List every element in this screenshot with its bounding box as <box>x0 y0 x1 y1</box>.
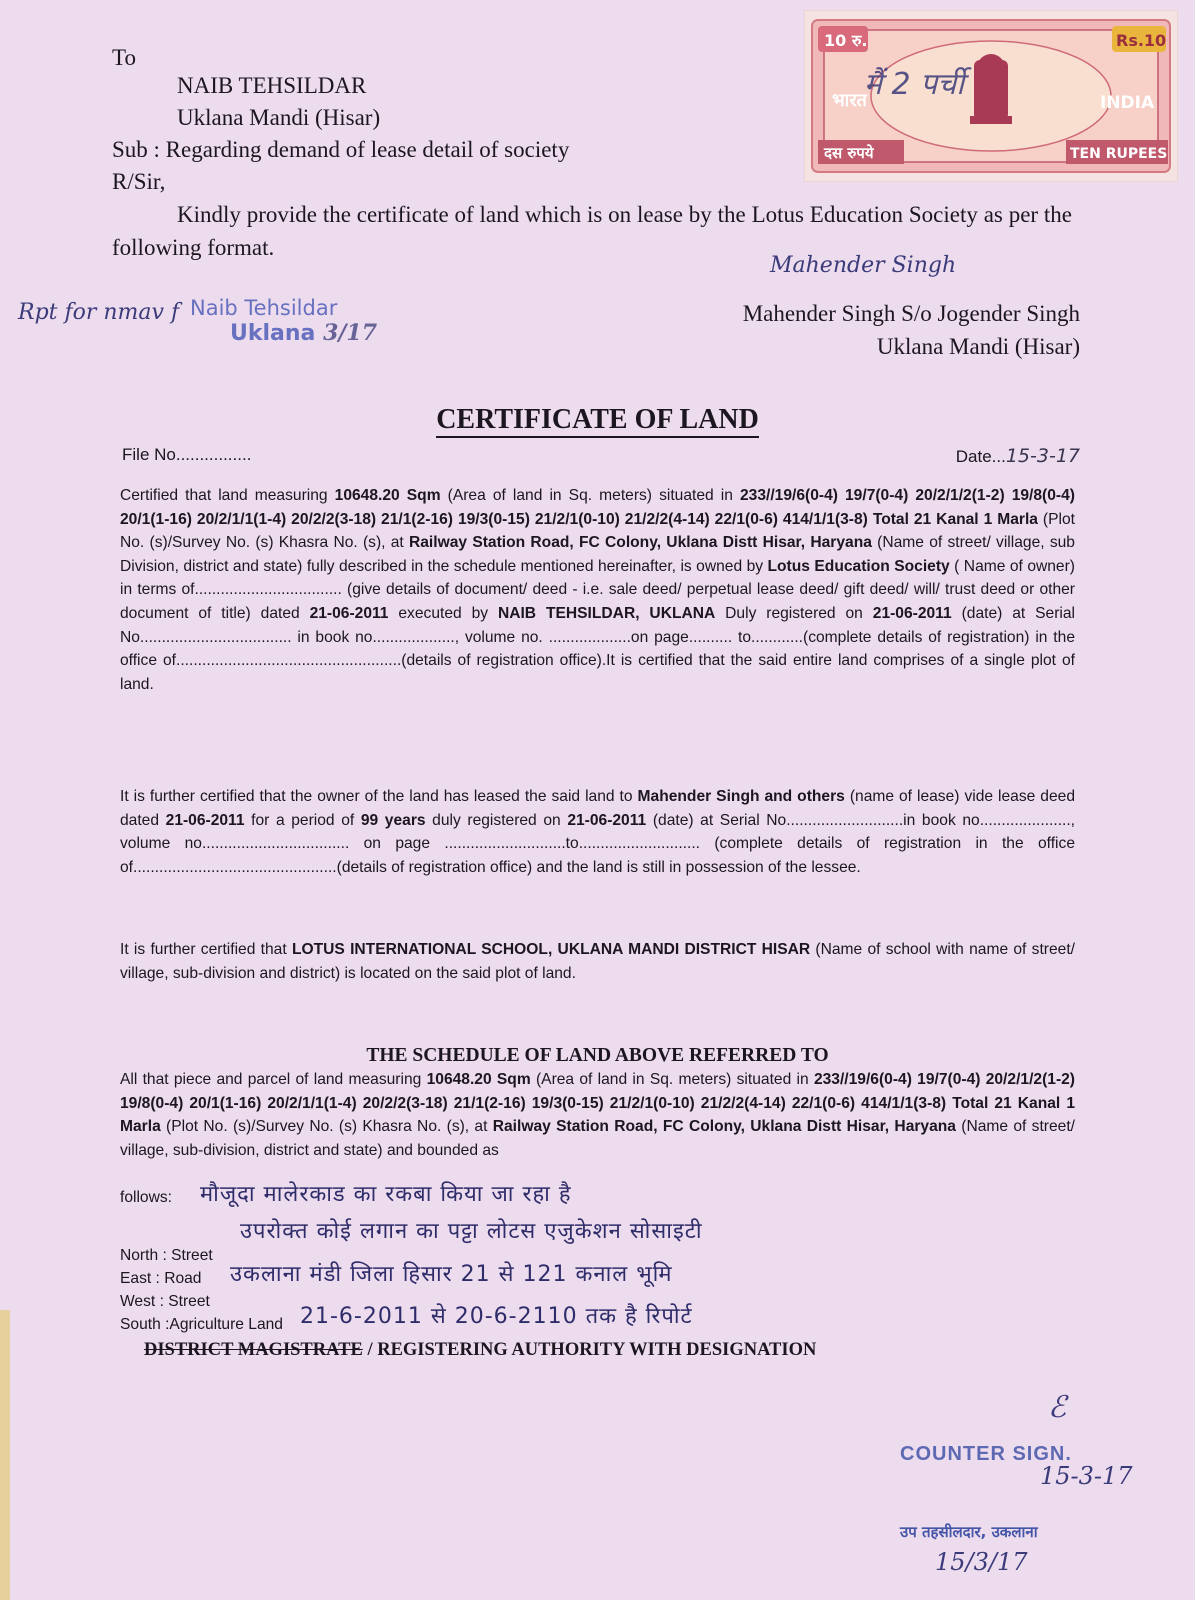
date-label: Date... <box>955 447 1006 466</box>
endorsement-stamp-place: Uklana <box>230 321 316 346</box>
schedule-paragraph: All that piece and parcel of land measuring 10648.20 Sqm (Area of land in Sq. meters) situated in 233//19/6(0-4) 19/7(0-4) 20/2/1/2(1-2) 19/8(0-4) 20/1(1-16) 20/2/1/1(1-4) 20/2/2(3-18) 21/1(2-16) 19/3(0-15) 21/2/1(0-10) 21/2/2(4-14) 22/1(0-6) 414/1/1(3-8) Total 21 Kanal 1 Marla (Plot No. (s)/Survey No. (s) Khasra No. (s), at Railway Station Road, FC Colony, Uklana Distt Hisar, Haryana (Name of street/ village, sub-division, district and state) and bounded as <box>120 1071 1076 1159</box>
letter-body: Kindly provide the certificate of land which is on lease by the Lotus Education Society as per the following format. <box>112 202 1072 260</box>
stamp-value-right: Rs.10 <box>1116 31 1167 50</box>
stamp-country-hindi: भारत <box>832 90 867 111</box>
deed-date: 21-06-2011 <box>309 604 389 622</box>
north-boundary: North : Street <box>120 1247 213 1264</box>
registration-date: 21-06-2011 <box>872 604 952 622</box>
handwritten-remark-1: मौजूदा मालेरकाड का रकबा किया जा रहा है <box>200 1182 572 1207</box>
office-seal-date: 15/3/17 <box>935 1548 1028 1576</box>
office-seal: उप तहसीलदार, उकलाना <box>900 1523 1038 1541</box>
certificate-paragraph-2: It is further certified that the owner of the land has leased the said land to Mahender Singh and others (name of lease) vide lease deed dated 21-06-2011 for a period of 99 years duly registered on 21-06-2011 (date) at Serial No...........................in book no....................., volume no.................................. on page ............................to............................ (complete details of registration in the office of...............................................(details of registration office) and the land is still in possession of the lessee. <box>120 788 1076 876</box>
applicant-signature: Mahender Singh <box>770 253 957 278</box>
endorsement-stamp-line1: Naib Tehsildar <box>190 296 338 320</box>
revenue-stamp <box>804 10 1178 182</box>
naib-tehsildar-stamp <box>80 296 377 346</box>
handwritten-remark-3: उकलाना मंडी जिला हिसार 21 से 121 कनाल भूमि <box>230 1262 673 1287</box>
certificate-date <box>956 445 1080 467</box>
certificate-paragraph-3: It is further certified that LOTUS INTERNATIONAL SCHOOL, UKLANA MANDI DISTRICT HISAR (Name of school with name of street/ village, sub-division and district) is located on the said plot of land. <box>120 941 1075 982</box>
applicant-name: Mahender Singh S/o Jogender Singh <box>742 301 1080 326</box>
countersign-stamp: COUNTER SIGN. <box>900 1443 1072 1465</box>
addressee: NAIB TEHSILDAR <box>177 73 367 98</box>
lessee-name: Mahender Singh and others <box>637 788 845 805</box>
authority-struck: DISTRICT MAGISTRATE <box>144 1340 363 1360</box>
stamp-overwrite: मैं 2 पर्ची <box>864 67 964 102</box>
stamp-value-left: 10 रु. <box>824 31 868 50</box>
countersign-date: 15-3-17 <box>1040 1462 1133 1490</box>
executed-by: NAIB TEHSILDAR, UKLANA <box>497 604 716 622</box>
stamp-words-hindi: दस रुपये <box>824 144 874 162</box>
land-location: Railway Station Road, FC Colony, Uklana Distt Hisar, Haryana <box>409 534 872 552</box>
certificate-paragraph-1: Certified that land measuring 10648.20 Sqm (Area of land in Sq. meters) situated in 233//19/6(0-4) 19/7(0-4) 20/2/1/2(1-2) 19/8(0-4) 20/1(1-16) 20/2/1/1(1-4) 20/2/2(3-18) 21/1(2-16) 19/3(0-15) 21/2/1(0-10) 21/2/2(4-14) 22/1(0-6) 414/1/1(3-8) Total 21 Kanal 1 Marla (Plot No. (s)/Survey No. (s) Khasra No. (s), at Railway Station Road, FC Colony, Uklana Distt Hisar, Haryana (Name of street/ village, sub Division, district and state) fully described in the schedule mentioned hereinafter, is owned by Lotus Education Society ( Name of owner) in terms of.................................. (give details of document/ deed - i.e. sale deed/ perpetual lease deed/ gift deed/ will/ trust deed or other document of title) dated 21-06-2011 executed by NAIB TEHSILDAR, UKLANA Duly registered on 21-06-2011 (date) at Serial No................................... in book no..................., volume no. ...................on page.......... to............(complete details of registration) in the office of....................................................(details of registration office).It is certified that the said entire land comprises of a single plot of land. <box>120 487 1075 693</box>
endorsement-date: 3/17 <box>323 320 378 346</box>
south-boundary: South :Agriculture Land <box>120 1316 283 1333</box>
addressee-place: Uklana Mandi (Hisar) <box>177 105 381 130</box>
land-area: 10648.20 Sqm <box>334 487 441 504</box>
lease-date: 21-06-2011 <box>165 811 245 829</box>
follows-label: follows: <box>120 1189 172 1206</box>
schedule-location: Railway Station Road, FC Colony, Uklana Distt Hisar, Haryana <box>492 1118 956 1136</box>
file-number: File No................ <box>122 445 252 464</box>
schedule-khasra: 233//19/6(0-4) 19/7(0-4) 20/2/1/2(1-2) 19/8(0-4) 20/1(1-16) 20/2/1/1(1-4) 20/2/2(3-18) 21/1(2-16) 19/3(0-15) 21/2/1(0-10) 21/2/2(4-14) 22/1(0-6) 414/1/1(3-8) Total 21 Kanal 1 Marla <box>120 1071 1075 1136</box>
endorsement-handwriting: Rpt for nmav f <box>18 300 180 325</box>
subject-line: Sub : Regarding demand of lease detail of society <box>112 137 570 162</box>
school-name: LOTUS INTERNATIONAL SCHOOL, UKLANA MANDI DISTRICT HISAR <box>291 941 811 958</box>
stamp-words: TEN RUPEES <box>1070 146 1168 162</box>
salutation: R/Sir, <box>112 169 166 194</box>
registering-authority <box>144 1340 816 1361</box>
schedule-title: THE SCHEDULE OF LAND ABOVE REFERRED TO <box>366 1045 829 1066</box>
certificate-title <box>0 404 1195 436</box>
applicant-block <box>743 297 1080 363</box>
officer-signature: ℰ <box>1048 1390 1067 1425</box>
lease-registration-date: 21-06-2011 <box>567 811 647 829</box>
handwritten-remark-2: उपरोक्त कोई लगान का पट्टा लोटस एजुकेशन सोसाइटी <box>240 1219 703 1244</box>
owner-name: Lotus Education Society <box>767 557 950 575</box>
authority-rest: / REGISTERING AUTHORITY WITH DESIGNATION <box>362 1340 817 1360</box>
east-boundary: East : Road <box>120 1270 202 1287</box>
emblem-icon <box>970 54 1012 124</box>
khasra-numbers: 233//19/6(0-4) 19/7(0-4) 20/2/1/2(1-2) 19/8(0-4) 20/1(1-16) 20/2/1/1(1-4) 20/2/2(3-18) 21/1(2-16) 19/3(0-15) 21/2/1(0-10) 21/2/2(4-14) 22/1(0-6) 414/1/1(3-8) Total 21 Kanal 1 Marla <box>120 487 1075 528</box>
certificate-title-text: CERTIFICATE OF LAND <box>436 404 759 438</box>
binding-strip <box>0 1310 10 1600</box>
stamp-country: INDIA <box>1100 93 1155 113</box>
to-line: To <box>112 45 136 70</box>
handwritten-remark-4: 21-6-2011 से 20-6-2110 तक है रिपोर्ट <box>300 1304 693 1329</box>
date-value: 15-3-17 <box>1005 445 1080 467</box>
west-boundary: West : Street <box>120 1293 210 1310</box>
applicant-place: Uklana Mandi (Hisar) <box>876 334 1080 359</box>
lease-period: 99 years <box>360 811 426 829</box>
schedule-area: 10648.20 Sqm <box>426 1071 531 1088</box>
endorsement-stamp-line2 <box>230 320 377 346</box>
